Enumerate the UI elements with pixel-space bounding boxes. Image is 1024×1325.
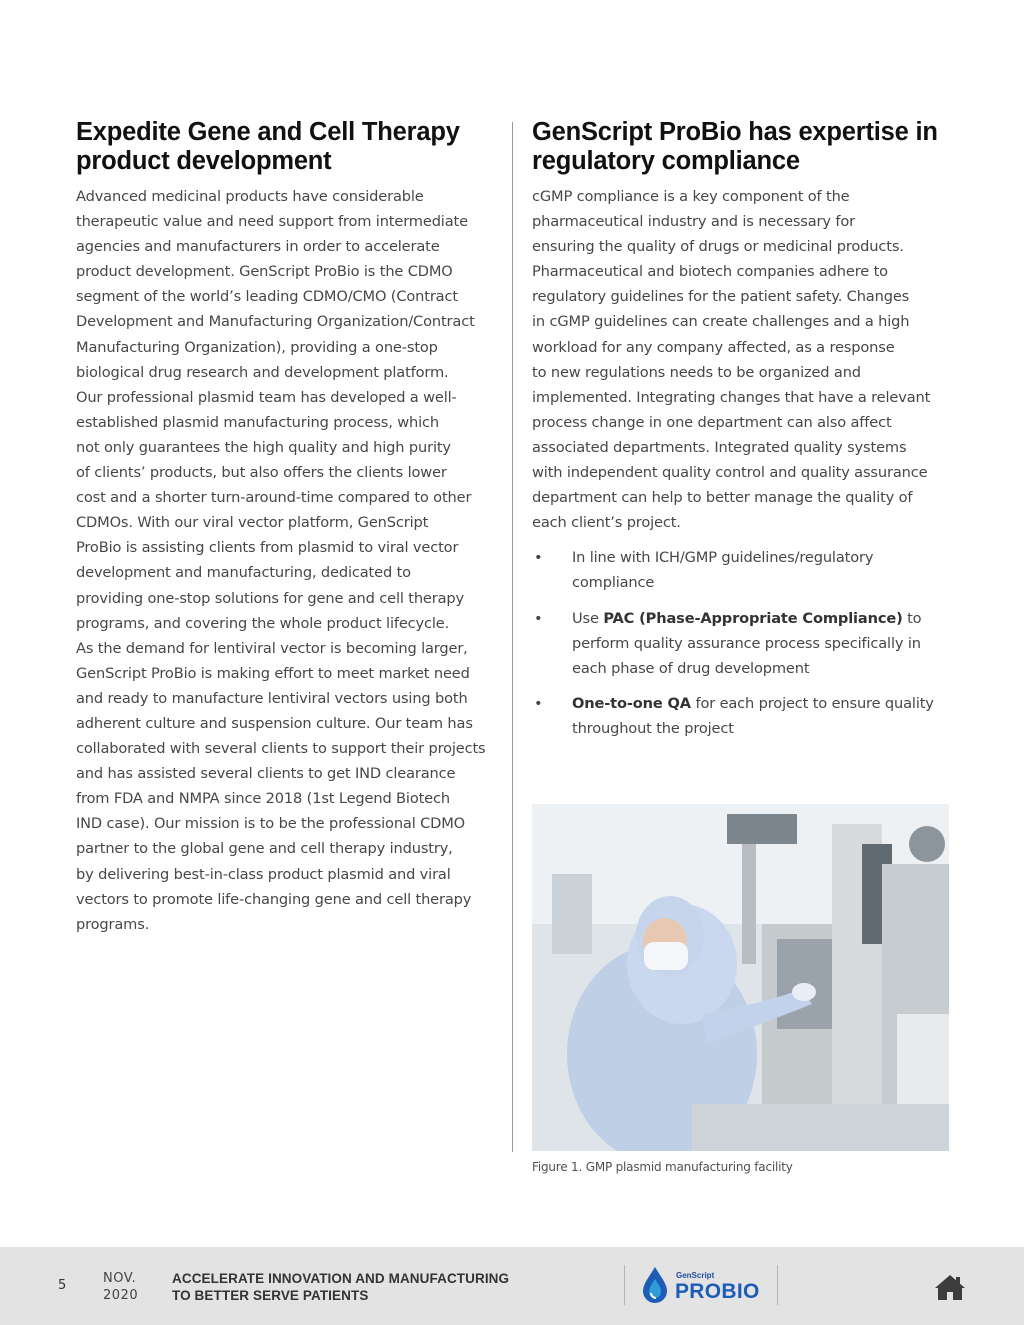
column-divider — [512, 122, 513, 1152]
text-line: IND case). Our mission is to be the professional CDMO — [76, 815, 466, 833]
bullet-emphasis: PAC (Phase-Appropriate Compliance) — [603, 609, 903, 627]
bullet-text: Use — [572, 609, 604, 627]
bullet-dot-icon: • — [534, 609, 543, 627]
text-line: to new regulations needs to be organized and — [532, 363, 861, 381]
bullet-item — [532, 545, 952, 595]
bullet-text: to perform quality assurance process specifically in each phase of drug development — [572, 609, 922, 677]
bullet-item — [532, 606, 952, 681]
text-line: associated departments. Integrated quality systems — [532, 438, 907, 456]
text-line: Development and Manufacturing Organization/Contract — [76, 313, 475, 331]
text-line: Our professional plasmid team has developed a well- — [76, 388, 457, 406]
logo-probio-text: PROBIO — [675, 1280, 760, 1303]
tagline-line-2: TO BETTER SERVE PATIENTS — [172, 1288, 369, 1303]
text-line: pharmaceutical industry and is necessary for — [532, 213, 855, 231]
page-number: 5 — [58, 1278, 67, 1293]
bullet-text: In line with ICH/GMP guidelines/regulatory compliance — [572, 549, 874, 592]
bullet-dot-icon: • — [534, 549, 543, 567]
right-body-text — [532, 184, 952, 535]
text-line: Advanced medicinal products have considerable — [76, 188, 424, 205]
text-line: process change in one department can also affect — [532, 413, 892, 431]
bullet-dot-icon: • — [534, 694, 543, 712]
text-line: cost and a shorter turn-around-time compared to other — [76, 489, 472, 507]
text-line: programs, and covering the whole product lifecycle. — [76, 614, 450, 632]
text-line: from FDA and NMPA since 2018 (1st Legend Biotech — [76, 790, 450, 808]
text-line: and ready to manufacture lentiviral vectors using both — [76, 689, 468, 707]
left-body-text — [76, 184, 501, 937]
logo-genscript-text: GenScript — [676, 1271, 715, 1280]
issue-date — [103, 1270, 138, 1304]
text-line: implemented. Integrating changes that have a relevant — [532, 388, 931, 406]
text-line: of clients’ products, but also offers the clients lower — [76, 464, 447, 482]
text-line: product development. GenScript ProBio is the CDMO — [76, 263, 453, 281]
figure-caption: Figure 1. GMP plasmid manufacturing facility — [532, 1160, 793, 1174]
text-line: ensuring the quality of drugs or medicinal products. — [532, 238, 904, 256]
text-line: in cGMP guidelines can create challenges and a high — [532, 313, 910, 331]
text-line: As the demand for lentiviral vector is becoming larger, — [76, 639, 468, 657]
text-line: partner to the global gene and cell therapy industry, — [76, 840, 453, 858]
page-footer — [0, 1247, 1024, 1325]
text-line: CDMOs. With our viral vector platform, GenScript — [76, 514, 429, 532]
text-line: with independent quality control and quality assurance — [532, 464, 928, 482]
genscript-probio-logo — [624, 1265, 778, 1305]
text-line: Manufacturing Organization), providing a one-stop — [76, 338, 438, 356]
tagline-line-1: ACCELERATE INNOVATION AND MANUFACTURING — [172, 1271, 510, 1286]
text-line: therapeutic value and need support from intermediate — [76, 213, 468, 231]
footer-tagline — [172, 1270, 509, 1304]
text-line: collaborated with several clients to support their projects — [76, 740, 486, 758]
text-line: each client’s project. — [532, 514, 681, 532]
text-line: ProBio is assisting clients from plasmid to viral vector — [76, 539, 459, 557]
issue-year: 2020 — [103, 1288, 139, 1303]
text-line: not only guarantees the high quality and high purity — [76, 438, 451, 456]
gmp-facility-photo — [532, 804, 949, 1151]
home-icon[interactable] — [934, 1273, 966, 1301]
text-line: GenScript ProBio is making effort to meet market need — [76, 664, 470, 682]
text-line: adherent culture and suspension culture. Our team has — [76, 714, 473, 732]
text-line: by delivering best-in-class product plasmid and viral — [76, 865, 451, 883]
bullet-item — [532, 691, 952, 741]
bullet-text: for each project to ensure quality throughout the project — [572, 694, 934, 737]
logo-right-rule — [777, 1265, 778, 1305]
droplet-icon — [640, 1265, 670, 1305]
text-line: providing one-stop solutions for gene and cell therapy — [76, 589, 464, 607]
right-heading: GenScript ProBio has expertise in regulatory compliance — [532, 118, 938, 175]
text-line: biological drug research and development platform. — [76, 363, 449, 381]
text-line: established plasmid manufacturing process, which — [76, 413, 440, 431]
compliance-bullet-list — [532, 545, 952, 741]
left-column — [76, 118, 501, 937]
text-line: vectors to promote life-changing gene and cell therapy — [76, 890, 472, 908]
text-line: department can help to better manage the quality of — [532, 489, 913, 507]
text-line: Pharmaceutical and biotech companies adhere to — [532, 263, 888, 281]
left-heading: Expedite Gene and Cell Therapy product development — [76, 118, 460, 175]
text-line: programs. — [76, 915, 150, 933]
text-line: and has assisted several clients to get IND clearance — [76, 765, 456, 783]
logo-left-rule — [624, 1265, 625, 1305]
text-line: segment of the world’s leading CDMO/CMO (Contract — [76, 288, 458, 306]
text-line: workload for any company affected, as a response — [532, 338, 895, 356]
right-column — [532, 118, 952, 751]
text-line: cGMP compliance is a key component of the — [532, 188, 850, 205]
text-line: regulatory guidelines for the patient safety. Changes — [532, 288, 910, 306]
text-line: agencies and manufacturers in order to accelerate — [76, 238, 440, 256]
issue-month: NOV. — [103, 1271, 137, 1286]
bullet-emphasis: One-to-one QA — [572, 694, 691, 712]
text-line: development and manufacturing, dedicated to — [76, 564, 411, 582]
